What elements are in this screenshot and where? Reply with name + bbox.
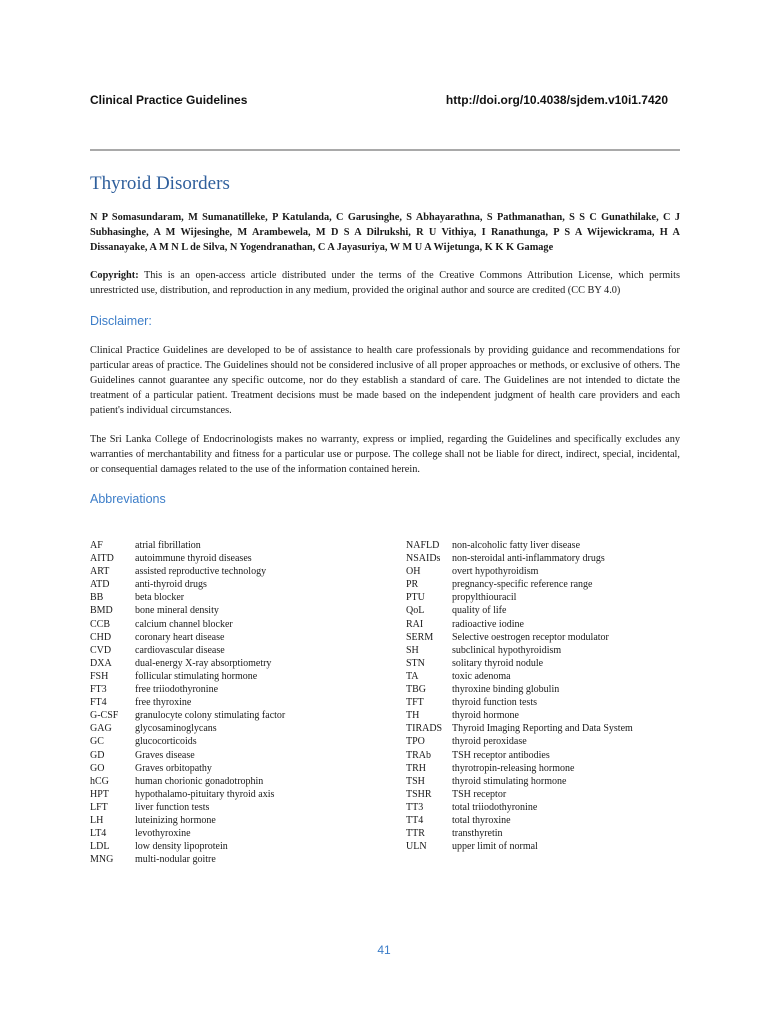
abbreviation-term: PR [406, 579, 419, 591]
copyright-text: This is an open-access article distributed under the terms of the Creative Commons Attribution License, which permits unrestricted use, distribution, and reproduction in any medium, provided the original author and source are credited (CC BY 4.0) [90, 270, 680, 296]
abbreviation-term: STN [406, 657, 425, 669]
abbreviation-term: FT4 [90, 697, 107, 709]
abbreviation-row [90, 801, 390, 814]
abbreviation-meaning: thyroid peroxidase [452, 736, 527, 748]
abbreviation-term: G-CSF [90, 710, 119, 722]
abbreviation-row [90, 788, 390, 801]
article-title: Thyroid Disorders [90, 173, 230, 194]
abbreviation-meaning: toxic adenoma [452, 670, 511, 682]
abbreviation-row [90, 539, 390, 552]
abbreviation-term: TH [406, 710, 420, 722]
abbreviation-term: CVD [90, 644, 112, 656]
abbreviation-term: ULN [406, 841, 427, 853]
abbreviation-term: TIRADS [406, 723, 443, 735]
abbreviation-term: CHD [90, 631, 112, 643]
abbreviation-term: GO [90, 762, 105, 774]
abbreviation-row [406, 578, 686, 591]
abbreviation-row [406, 788, 686, 801]
abbreviation-meaning: human chorionic gonadotrophin [135, 775, 264, 787]
abbreviation-meaning: free thyroxine [135, 697, 192, 709]
abbreviation-row [406, 735, 686, 748]
abbreviation-meaning: autoimmune thyroid diseases [135, 553, 252, 565]
abbreviation-term: CCB [90, 618, 111, 630]
abbreviation-meaning: total triiodothyronine [452, 801, 538, 813]
abbreviation-term: NSAIDs [406, 553, 441, 565]
abbreviation-term: LH [90, 814, 104, 826]
abbreviation-meaning: calcium channel blocker [135, 618, 233, 630]
abbreviation-meaning: coronary heart disease [135, 631, 225, 643]
abbreviation-row [406, 709, 686, 722]
abbreviation-meaning: Thyroid Imaging Reporting and Data System [452, 723, 633, 735]
abbreviation-row [90, 814, 390, 827]
abbreviation-row [406, 749, 686, 762]
abbreviation-row [90, 853, 390, 866]
abbreviation-row [90, 591, 390, 604]
abbreviation-term: TT3 [406, 801, 424, 813]
abbreviation-meaning: non-steroidal anti-inflammatory drugs [452, 553, 605, 565]
abbreviation-meaning: quality of life [452, 605, 507, 617]
abbreviation-term: NAFLD [406, 540, 440, 551]
abbreviation-term: hCG [90, 775, 109, 787]
abbreviation-row [90, 578, 390, 591]
abbreviation-term: ART [90, 566, 110, 578]
abbreviation-meaning: glucocorticoids [135, 736, 197, 748]
page-number: 41 [377, 943, 391, 957]
disclaimer-heading: Disclaimer: [90, 314, 152, 328]
abbreviation-row [90, 735, 390, 748]
abbreviation-term: TT4 [406, 814, 424, 826]
abbreviation-row [90, 670, 390, 683]
abbreviation-term: AITD [90, 553, 114, 565]
abbreviation-meaning: thyrotropin-releasing hormone [452, 762, 575, 774]
abbreviation-row [406, 565, 686, 578]
copyright-notice [90, 268, 680, 298]
abbreviation-term: LT4 [90, 828, 107, 840]
abbreviation-term: TSHR [406, 788, 432, 800]
abbreviation-meaning: cardiovascular disease [135, 644, 225, 656]
abbreviation-meaning: Graves disease [135, 749, 195, 761]
abbreviation-term: BB [90, 592, 104, 604]
abbreviation-meaning: follicular stimulating hormone [135, 670, 258, 682]
abbreviation-row [406, 591, 686, 604]
abbreviation-meaning: atrial fibrillation [135, 540, 201, 551]
abbreviation-meaning: liver function tests [135, 801, 210, 813]
abbreviation-meaning: non-alcoholic fatty liver disease [452, 540, 581, 551]
abbreviation-row [90, 618, 390, 631]
abbreviation-term: LDL [90, 841, 110, 853]
abbreviation-row [406, 801, 686, 814]
abbreviation-row [406, 539, 686, 552]
disclaimer-paragraph-1: Clinical Practice Guidelines are developed to be of assistance to health care professionals by providing guidance and recommendations for particular areas of practice. The Guidelines should not be considered inclusive of all proper approaches or methods, or exclusive of others. The Guidelines cannot guarantee any specific outcome, nor do they establish a standard of care. The Guidelines are not intended to dictate the treatment of a particular patient. Treatment decisions must be made based on the independent judgment of health care providers and each patient's individual circumstances. [90, 345, 680, 416]
abbreviation-meaning: hypothalamo-pituitary thyroid axis [135, 788, 275, 800]
abbreviation-term: LFT [90, 801, 108, 813]
abbreviation-meaning: solitary thyroid nodule [452, 657, 544, 669]
abbreviation-term: FSH [90, 670, 109, 682]
abbreviation-term: TBG [406, 684, 426, 696]
abbreviation-row [90, 709, 390, 722]
abbreviation-meaning: TSH receptor antibodies [452, 749, 550, 761]
disclaimer-paragraph-2: The Sri Lanka College of Endocrinologists makes no warranty, express or implied, regarding the Guidelines and specifically excludes any warranties of merchantability and fitness for a particular use or purpose. The college shall not be liable for direct, indirect, special, incidental, or consequential damages related to the use of the information contained herein. [90, 434, 680, 475]
abbreviation-term: DXA [90, 657, 112, 669]
abbreviation-row [90, 565, 390, 578]
abbreviation-meaning: free triiodothyronine [135, 684, 219, 696]
abbreviation-row [90, 696, 390, 709]
abbreviation-meaning: anti-thyroid drugs [135, 579, 207, 591]
abbreviation-term: TFT [406, 697, 424, 709]
abbreviation-term: TRAb [406, 749, 431, 761]
abbreviation-meaning: subclinical hypothyroidism [452, 644, 562, 656]
abbreviation-meaning: beta blocker [135, 592, 185, 604]
abbreviation-term: RAI [406, 618, 424, 630]
abbreviation-row [406, 670, 686, 683]
abbreviation-meaning: pregnancy-specific reference range [452, 579, 593, 591]
abbreviation-row [90, 657, 390, 670]
abbreviation-row [406, 683, 686, 696]
abbreviation-row [406, 618, 686, 631]
abbreviation-meaning: thyroid function tests [452, 697, 537, 709]
abbreviation-term: GD [90, 749, 105, 761]
abbreviation-meaning: bone mineral density [135, 605, 219, 617]
doi-link[interactable]: http://doi.org/10.4038/sjdem.v10i1.7420 [445, 93, 668, 107]
journal-section-label: Clinical Practice Guidelines [90, 93, 248, 107]
abbreviation-row [406, 775, 686, 788]
abbreviation-term: TTR [406, 828, 425, 840]
abbreviation-row [90, 775, 390, 788]
abbreviation-meaning: overt hypothyroidism [452, 566, 539, 578]
abbreviation-row [406, 644, 686, 657]
abbreviation-meaning: thyroid hormone [452, 710, 519, 722]
abbreviation-row [90, 827, 390, 840]
abbreviation-meaning: transthyretin [452, 828, 503, 840]
header-divider [90, 149, 680, 151]
abbreviation-row [90, 840, 390, 853]
abbreviation-term: HPT [90, 788, 109, 800]
abbreviation-row [406, 696, 686, 709]
abbreviation-term: FT3 [90, 684, 107, 696]
copyright-label: Copyright: [90, 270, 139, 281]
abbreviation-meaning: Selective oestrogen receptor modulator [452, 631, 609, 643]
abbreviation-row [90, 604, 390, 617]
abbreviation-term: TRH [406, 762, 426, 774]
abbreviation-meaning: assisted reproductive technology [135, 566, 267, 578]
abbreviation-row [406, 762, 686, 775]
abbreviation-meaning: propylthiouracil [452, 592, 517, 604]
abbreviation-term: AF [90, 540, 103, 551]
abbreviation-meaning: multi-nodular goitre [135, 854, 216, 866]
abbreviation-meaning: levothyroxine [135, 828, 191, 840]
abbreviation-term: OH [406, 566, 421, 578]
abbreviation-meaning: upper limit of normal [452, 841, 538, 853]
author-list: N P Somasundaram, M Sumanatilleke, P Katulanda, C Garusinghe, S Abhayarathna, S Pathmanathan, S S C Gunathilake, C J Subhasinghe, A M Wijesinghe, M Arambewela, M D S A Dilrukshi, R U Vithiya, I Ranathunga, P S A Wijewickrama, H A Dissanayake, A M N L de Silva, N Yogendranathan, C A Jayasuriya, W M U A Wijetunga, K K K Gamage [90, 212, 680, 253]
abbreviations-heading: Abbreviations [90, 492, 166, 506]
abbreviation-row [90, 683, 390, 696]
abbreviation-meaning: glycosaminoglycans [135, 723, 217, 735]
abbreviation-row [406, 631, 686, 644]
abbreviation-row [90, 749, 390, 762]
abbreviation-meaning: thyroxine binding globulin [452, 684, 560, 696]
abbreviation-meaning: total thyroxine [452, 814, 511, 826]
abbreviation-row [90, 722, 390, 735]
abbreviation-term: MNG [90, 854, 114, 866]
abbreviation-term: ATD [90, 579, 110, 591]
abbreviation-term: SERM [406, 631, 434, 643]
abbreviation-term: TA [406, 670, 419, 682]
abbreviation-meaning: radioactive iodine [452, 618, 524, 630]
abbreviation-row [406, 827, 686, 840]
abbreviation-row [406, 657, 686, 670]
abbreviation-row [90, 631, 390, 644]
abbreviation-term: GAG [90, 723, 112, 735]
abbreviation-term: QoL [406, 605, 425, 617]
abbreviation-meaning: Graves orbitopathy [135, 762, 212, 774]
page-header [90, 93, 680, 111]
abbreviation-term: GC [90, 736, 104, 748]
abbreviation-row [406, 552, 686, 565]
abbreviations-right-column [406, 539, 686, 853]
abbreviation-term: TSH [406, 775, 425, 787]
abbreviation-term: SH [406, 644, 419, 656]
abbreviation-row [406, 722, 686, 735]
abbreviation-meaning: thyroid stimulating hormone [452, 775, 567, 787]
abbreviation-row [90, 552, 390, 565]
abbreviation-meaning: TSH receptor [452, 788, 507, 800]
abbreviations-left-column [90, 539, 390, 866]
abbreviation-row [406, 840, 686, 853]
abbreviation-term: BMD [90, 605, 113, 617]
abbreviation-term: PTU [406, 592, 425, 604]
abbreviation-row [90, 644, 390, 657]
abbreviation-row [406, 604, 686, 617]
abbreviation-meaning: dual-energy X-ray absorptiometry [135, 657, 272, 669]
abbreviation-meaning: low density lipoprotein [135, 841, 228, 853]
abbreviation-meaning: luteinizing hormone [135, 814, 216, 826]
abbreviation-row [406, 814, 686, 827]
abbreviation-term: TPO [406, 736, 425, 748]
abbreviation-row [90, 762, 390, 775]
abbreviation-meaning: granulocyte colony stimulating factor [135, 710, 286, 722]
